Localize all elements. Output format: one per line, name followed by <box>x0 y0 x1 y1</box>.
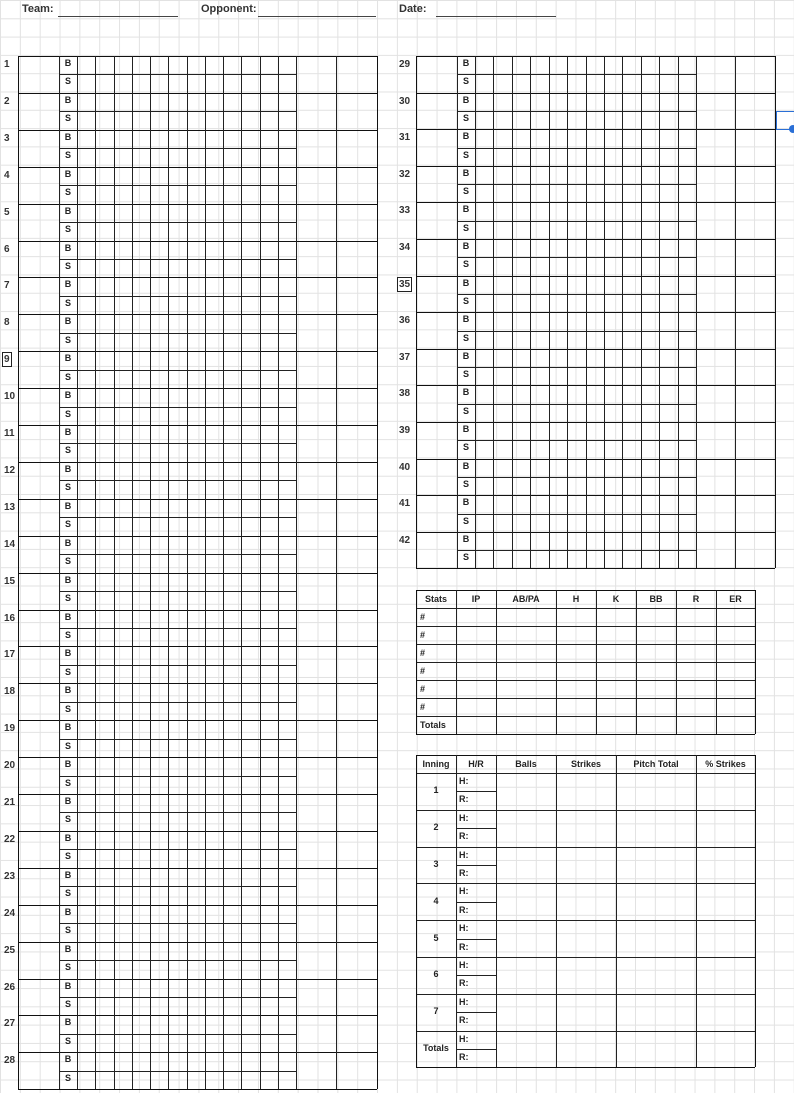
batter-tag: B <box>64 427 72 437</box>
grid-edge <box>416 56 417 568</box>
grid-col <box>260 56 261 1089</box>
strike-tag: S <box>64 408 71 419</box>
row-number: 9 <box>4 354 10 366</box>
strike-tag: S <box>64 1072 71 1083</box>
strike-tag: S <box>64 371 71 382</box>
grid-col <box>296 56 297 1089</box>
grid-col <box>150 56 151 1089</box>
runs-label: R: <box>459 868 469 878</box>
grid-col <box>475 56 476 568</box>
stats-row-line <box>416 626 755 627</box>
grid-col <box>77 56 78 1089</box>
row-line <box>18 314 377 315</box>
grid-col <box>659 56 660 568</box>
selection-handle[interactable] <box>789 125 794 133</box>
row-line <box>416 422 775 423</box>
batter-tag: B <box>462 241 470 251</box>
row-line <box>416 202 775 203</box>
row-number: 29 <box>399 59 411 70</box>
grid-col <box>493 56 494 568</box>
stats-header: Stats <box>424 594 447 604</box>
batter-tag: B <box>64 168 72 179</box>
row-line <box>18 351 377 352</box>
row-number: 5 <box>4 206 10 218</box>
strike-tag: S <box>462 478 469 489</box>
inning-header: Inning <box>422 759 450 769</box>
batter-tag: B <box>64 537 72 548</box>
strike-tag: S <box>64 925 71 936</box>
row-number: 39 <box>399 425 411 436</box>
strike-tag: S <box>462 515 469 526</box>
stats-col-line <box>456 590 457 734</box>
runs-label: R: <box>459 1015 469 1026</box>
inning-row-line <box>416 773 755 774</box>
row-number: 30 <box>399 95 411 107</box>
inning-header: Balls <box>515 759 537 769</box>
row-line <box>416 349 775 350</box>
row-number: 23 <box>4 870 16 882</box>
row-line <box>18 56 377 57</box>
stats-row-label: # <box>420 648 426 658</box>
strike-tag: S <box>64 740 71 751</box>
row-line <box>18 905 377 906</box>
strike-tag: S <box>64 1035 71 1046</box>
row-line <box>18 1052 377 1053</box>
row-line <box>18 979 377 980</box>
grid-col <box>567 56 568 568</box>
hr-split-line <box>456 902 496 903</box>
hits-label: H: <box>459 886 469 897</box>
batter-tag: B <box>64 463 72 474</box>
row-number: 28 <box>4 1055 16 1067</box>
strike-tag: S <box>462 369 469 380</box>
batter-tag: B <box>64 943 72 954</box>
stats-header: AB/PA <box>512 594 540 604</box>
row-line <box>416 495 775 496</box>
row-line <box>416 129 775 130</box>
row-line <box>416 239 775 240</box>
inning-row-line <box>416 1031 755 1032</box>
row-number: 26 <box>4 981 16 993</box>
hr-split-line <box>456 865 496 866</box>
stats-header: K <box>612 594 620 604</box>
strike-tag: S <box>64 445 71 456</box>
row-number: 3 <box>4 132 10 144</box>
row-line <box>416 56 775 57</box>
stats-row-label: # <box>420 666 426 676</box>
row-line <box>18 757 377 758</box>
grid-col <box>735 56 736 568</box>
row-number: 25 <box>4 944 16 956</box>
batter-tag: B <box>462 314 470 325</box>
date-field[interactable] <box>436 16 556 17</box>
strike-tag: S <box>64 593 71 604</box>
strike-tag: S <box>64 482 71 493</box>
stats-row-label: # <box>420 684 426 694</box>
strike-tag: S <box>64 187 71 198</box>
row-number: 7 <box>4 280 10 292</box>
batter-tag: B <box>64 205 72 216</box>
hr-split-line <box>456 791 496 792</box>
inning-number: 3 <box>433 859 439 869</box>
runs-label: R: <box>459 978 469 989</box>
row-line <box>18 610 377 611</box>
stats-row-line <box>416 698 755 699</box>
row-number: 20 <box>4 760 16 772</box>
row-line <box>18 204 377 205</box>
runs-label: R: <box>459 904 469 915</box>
stats-totals-label: Totals <box>420 720 446 730</box>
batter-tag: B <box>64 906 72 917</box>
batter-tag: B <box>462 58 470 68</box>
row-number: 13 <box>4 501 16 513</box>
stats-col-line <box>755 590 756 734</box>
strike-tag: S <box>64 851 71 862</box>
row-number: 16 <box>4 612 16 624</box>
strike-tag: S <box>64 260 71 271</box>
inning-row-line <box>416 1067 755 1068</box>
batter-tag: B <box>462 94 470 105</box>
hits-label: H: <box>459 776 469 786</box>
stats-row-line <box>416 716 755 717</box>
inning-header: Pitch Total <box>633 759 679 769</box>
batter-tag: B <box>64 279 72 290</box>
row-number: 24 <box>4 907 16 919</box>
batter-tag: B <box>64 131 72 142</box>
strike-tag: S <box>64 113 71 124</box>
batter-tag: B <box>462 350 470 361</box>
row-number: 21 <box>4 797 16 808</box>
row-number: 27 <box>4 1018 16 1030</box>
stats-row-line <box>416 608 755 609</box>
grid-col <box>336 56 337 1089</box>
stats-col-line <box>676 590 677 734</box>
hits-label: H: <box>459 923 469 934</box>
grid-col <box>622 56 623 568</box>
strike-tag: S <box>462 259 469 270</box>
row-line <box>18 425 377 426</box>
grid-col <box>549 56 550 568</box>
row-line <box>18 241 377 242</box>
stats-row-label: # <box>420 630 426 640</box>
row-number: 4 <box>4 169 10 181</box>
row-number: 40 <box>399 461 411 473</box>
row-line <box>18 831 377 832</box>
strike-tag: S <box>462 149 469 160</box>
hr-split-line <box>456 828 496 829</box>
grid-col <box>205 56 206 1089</box>
row-number: 32 <box>399 168 411 180</box>
strike-tag: S <box>64 962 71 973</box>
batter-tag: B <box>64 316 72 327</box>
batter-tag: B <box>64 832 72 843</box>
row-number: 22 <box>4 833 16 845</box>
inning-number: 6 <box>433 969 439 980</box>
batter-tag: B <box>64 58 72 68</box>
row-number: 42 <box>399 534 411 546</box>
row-number: 38 <box>399 388 411 400</box>
row-number: 8 <box>4 317 10 329</box>
strike-tag: S <box>462 332 469 343</box>
stats-row-line <box>416 662 755 663</box>
inning-number: 7 <box>433 1006 439 1017</box>
hr-split-line <box>456 1049 496 1050</box>
row-number: 6 <box>4 243 10 255</box>
batter-tag: B <box>64 980 72 991</box>
row-line <box>18 388 377 389</box>
hr-split-line <box>456 939 496 940</box>
strike-tag: S <box>462 76 469 87</box>
row-number: 15 <box>4 575 16 587</box>
inning-col-line <box>616 755 617 1067</box>
row-line <box>416 532 775 533</box>
strike-tag: S <box>64 814 71 825</box>
batter-tag: B <box>462 497 470 508</box>
strike-tag: S <box>64 998 71 1009</box>
row-number: 35 <box>399 278 411 290</box>
inning-number: 2 <box>433 822 439 833</box>
stats-header: H <box>572 594 580 604</box>
grid-col <box>678 56 679 568</box>
grid-col <box>168 56 169 1089</box>
row-line <box>416 385 775 386</box>
batter-tag: B <box>64 1017 72 1028</box>
batter-tag: B <box>462 277 470 288</box>
row-line <box>18 167 377 168</box>
stats-row-line <box>416 644 755 645</box>
stats-col-line <box>496 590 497 734</box>
strike-tag: S <box>64 297 71 308</box>
row-number: 12 <box>4 464 16 476</box>
runs-label: R: <box>459 831 469 842</box>
batter-tag: B <box>462 131 470 142</box>
batter-tag: B <box>64 390 72 401</box>
batter-tag: B <box>64 759 72 770</box>
inning-col-line <box>496 755 497 1067</box>
stats-col-line <box>596 590 597 734</box>
row-number: 19 <box>4 723 16 735</box>
strike-tag: S <box>64 556 71 567</box>
strike-tag: S <box>64 703 71 714</box>
grid-col <box>132 56 133 1089</box>
row-number: 10 <box>4 391 16 403</box>
batter-tag: B <box>64 796 72 806</box>
inning-row-line <box>416 883 755 884</box>
strike-tag: S <box>64 76 71 87</box>
strike-tag: S <box>462 186 469 197</box>
hits-label: H: <box>459 1033 469 1044</box>
stats-col-line <box>716 590 717 734</box>
grid-edge <box>775 56 776 568</box>
inning-col-line <box>755 755 756 1067</box>
strike-tag: S <box>64 224 71 235</box>
row-number: 11 <box>4 428 15 439</box>
stats-header: IP <box>471 594 481 604</box>
runs-label: R: <box>459 941 469 952</box>
row-line <box>18 462 377 463</box>
hr-split-line <box>456 975 496 976</box>
inning-number: 5 <box>433 932 439 943</box>
row-line <box>18 1089 377 1090</box>
batter-tag: B <box>64 500 72 511</box>
row-number: 18 <box>4 686 16 698</box>
strike-tag: S <box>462 222 469 233</box>
inning-number: 1 <box>433 785 439 796</box>
grid-col <box>586 56 587 568</box>
grid-col <box>241 56 242 1089</box>
row-line <box>18 573 377 574</box>
row-line <box>18 646 377 647</box>
opponent-label: Opponent: <box>201 3 257 15</box>
hr-split-line <box>456 1012 496 1013</box>
inning-header: Strikes <box>570 759 602 769</box>
inning-header: % Strikes <box>705 759 746 769</box>
row-line <box>18 868 377 869</box>
grid-col <box>114 56 115 1089</box>
date-label: Date: <box>399 3 427 15</box>
batter-tag: B <box>462 387 470 398</box>
stats-col-line <box>636 590 637 734</box>
batter-tag: B <box>64 1054 72 1065</box>
batter-tag: B <box>64 722 72 733</box>
opponent-field[interactable] <box>258 16 376 17</box>
batter-tag: B <box>64 242 72 253</box>
row-line <box>416 166 775 167</box>
inning-row-line <box>416 994 755 995</box>
inning-col-line <box>696 755 697 1067</box>
grid-col <box>223 56 224 1089</box>
row-number: 36 <box>399 315 411 327</box>
row-line <box>18 536 377 537</box>
batter-tag: B <box>462 460 470 471</box>
strike-tag: S <box>64 519 71 530</box>
hits-label: H: <box>459 812 469 823</box>
row-number: 41 <box>399 498 411 510</box>
strike-tag: S <box>462 405 469 416</box>
row-line <box>416 312 775 313</box>
grid-col <box>530 56 531 568</box>
row-number: 34 <box>399 242 411 253</box>
grid-edge <box>18 56 19 1089</box>
batter-tag: B <box>462 167 470 178</box>
grid-col <box>641 56 642 568</box>
batter-tag: B <box>462 533 470 544</box>
row-line <box>18 130 377 131</box>
team-field[interactable] <box>58 16 178 17</box>
stats-row-line <box>416 734 755 735</box>
grid-col <box>95 56 96 1089</box>
hits-label: H: <box>459 849 469 860</box>
row-number: 37 <box>399 351 411 363</box>
inning-row-line <box>416 755 755 756</box>
row-line <box>416 93 775 94</box>
row-number: 17 <box>4 649 16 661</box>
row-number: 1 <box>4 59 10 70</box>
strike-tag: S <box>462 112 469 123</box>
row-number: 14 <box>4 538 16 550</box>
row-line <box>18 683 377 684</box>
inning-col-line <box>556 755 557 1067</box>
stats-col-line <box>556 590 557 734</box>
grid-col <box>187 56 188 1089</box>
grid-col <box>696 56 697 568</box>
row-line <box>18 720 377 721</box>
batter-tag: B <box>64 869 72 880</box>
hits-label: H: <box>459 960 469 970</box>
strike-tag: S <box>462 442 469 453</box>
inning-row-line <box>416 957 755 958</box>
strike-tag: S <box>462 295 469 306</box>
strike-tag: S <box>64 334 71 345</box>
row-line <box>18 277 377 278</box>
strike-tag: S <box>462 552 469 563</box>
batter-tag: B <box>64 94 72 105</box>
stats-row-label: # <box>420 702 426 712</box>
row-line <box>18 1015 377 1016</box>
row-line <box>18 794 377 795</box>
row-line <box>416 568 775 569</box>
strike-tag: S <box>64 666 71 677</box>
stats-row-line <box>416 680 755 681</box>
inning-number: 4 <box>433 895 439 906</box>
grid-col <box>278 56 279 1089</box>
stats-header: ER <box>729 594 742 604</box>
strike-tag: S <box>64 888 71 899</box>
batter-tag: B <box>462 424 470 434</box>
batter-tag: B <box>64 353 72 364</box>
grid-col <box>604 56 605 568</box>
runs-label: R: <box>459 794 469 805</box>
row-line <box>18 93 377 94</box>
stats-row-label: # <box>420 612 426 622</box>
stats-col-line <box>416 590 417 734</box>
strike-tag: S <box>64 629 71 640</box>
inning-col-line <box>456 755 457 1067</box>
team-label: Team: <box>22 3 54 15</box>
row-number: 31 <box>399 132 411 144</box>
runs-label: R: <box>459 1052 469 1062</box>
batter-tag: B <box>64 611 72 622</box>
inning-col-line <box>416 755 417 1067</box>
row-line <box>416 459 775 460</box>
grid-edge <box>377 56 378 1089</box>
stats-row-line <box>416 590 755 591</box>
grid-col <box>512 56 513 568</box>
batter-tag: B <box>64 685 72 696</box>
inning-row-line <box>416 920 755 921</box>
stats-header: R <box>692 594 700 604</box>
batter-tag: B <box>462 204 470 215</box>
row-number: 33 <box>399 205 411 217</box>
strike-tag: S <box>64 150 71 161</box>
inning-row-line <box>416 810 755 811</box>
inning-row-line <box>416 847 755 848</box>
stats-header: BB <box>649 594 663 604</box>
batter-tag: B <box>64 574 72 585</box>
batter-tag: B <box>64 648 72 659</box>
row-line <box>18 942 377 943</box>
hits-label: H: <box>459 996 469 1007</box>
row-line <box>416 276 775 277</box>
row-number: 2 <box>4 95 10 107</box>
strike-tag: S <box>64 777 71 788</box>
row-line <box>18 499 377 500</box>
inning-header: H/R <box>468 759 484 769</box>
inning-number: Totals <box>423 1043 449 1053</box>
